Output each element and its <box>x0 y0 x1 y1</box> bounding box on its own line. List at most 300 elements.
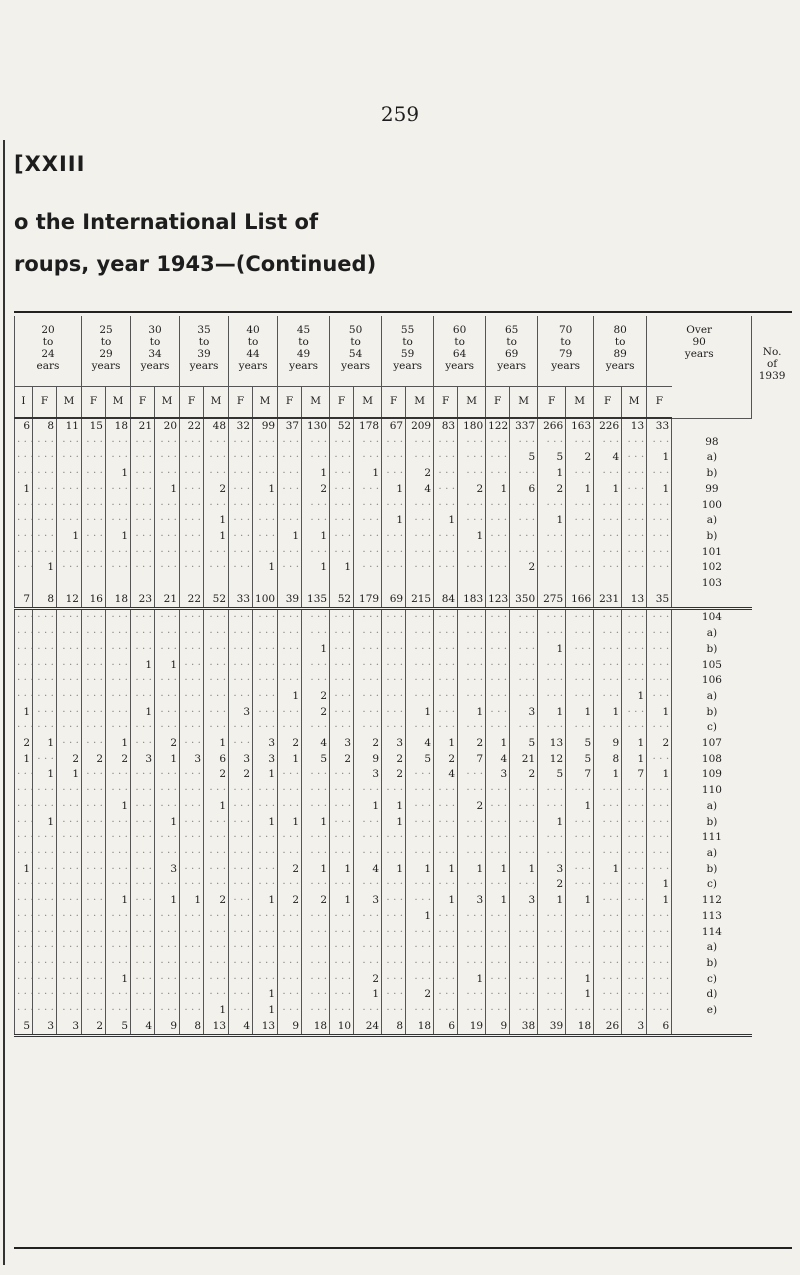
age-group-header <box>229 316 278 387</box>
cell-value <box>82 925 106 941</box>
cell-value: 5 <box>538 767 566 783</box>
age-group-label-line: to <box>560 336 571 348</box>
cell-value <box>566 642 594 658</box>
cell-value <box>229 956 253 972</box>
cell-value <box>204 466 229 482</box>
cell-value <box>106 1003 131 1019</box>
sex-header-m: M <box>302 387 330 419</box>
cell-value <box>180 783 204 799</box>
cell-value <box>204 783 229 799</box>
cell-value <box>155 513 180 529</box>
cell-value <box>106 450 131 466</box>
table-top-rule <box>14 311 792 313</box>
cell-value <box>566 466 594 482</box>
cell-value <box>253 783 278 799</box>
cell-value <box>180 830 204 846</box>
cell-value <box>15 925 33 941</box>
cell-value <box>278 610 302 626</box>
cell-value <box>278 987 302 1003</box>
cell-value <box>33 626 57 642</box>
table-row <box>15 529 793 545</box>
row-number-label: c) <box>672 720 752 736</box>
cell-value: 2 <box>204 482 229 498</box>
age-group-label-line: years <box>605 360 635 372</box>
cell-value <box>33 799 57 815</box>
cell-value <box>434 610 458 626</box>
cell-value <box>278 466 302 482</box>
table-row <box>15 705 793 721</box>
cell-value <box>106 705 131 721</box>
cell-value: 3 <box>253 752 278 768</box>
cell-value <box>382 1003 406 1019</box>
cell-value <box>15 498 33 514</box>
cell-value <box>229 560 253 576</box>
cell-value <box>622 450 647 466</box>
cell-value <box>106 545 131 561</box>
cell-value <box>204 909 229 925</box>
table-row <box>15 560 793 576</box>
cell-value <box>33 1003 57 1019</box>
cell-value <box>131 673 155 689</box>
cell-value <box>434 642 458 658</box>
cell-value <box>382 450 406 466</box>
cell-value <box>354 909 382 925</box>
cell-value <box>278 450 302 466</box>
cell-value <box>434 799 458 815</box>
cell-value <box>253 956 278 972</box>
sex-header-m: M <box>204 387 229 419</box>
row-number-label: a) <box>672 450 752 466</box>
cell-value <box>594 658 622 674</box>
cell-value <box>278 705 302 721</box>
cell-value <box>486 642 510 658</box>
cell-value <box>382 466 406 482</box>
cell-value <box>647 513 672 529</box>
cell-value: 1 <box>302 862 330 878</box>
cell-value <box>229 545 253 561</box>
cell-value <box>278 576 302 592</box>
cell-value: 12 <box>57 592 82 609</box>
cell-value <box>354 673 382 689</box>
cell-value <box>406 925 434 941</box>
cell-value <box>458 673 486 689</box>
cell-value <box>354 626 382 642</box>
cell-value <box>278 720 302 736</box>
cell-value: 1 <box>622 752 647 768</box>
age-group-label-line: years <box>684 348 714 360</box>
cell-value: 23 <box>131 592 155 609</box>
table-row <box>15 925 793 941</box>
cell-value: 1 <box>382 482 406 498</box>
table-row <box>15 877 793 893</box>
cell-value <box>594 642 622 658</box>
cell-value: 18 <box>406 1019 434 1036</box>
cell-value: 3 <box>180 752 204 768</box>
cell-value <box>33 705 57 721</box>
cell-value <box>204 830 229 846</box>
cell-value <box>57 435 82 451</box>
sex-header-f: F <box>229 387 253 419</box>
age-group-label-line: 49 <box>296 348 311 360</box>
cell-value: 2 <box>406 987 434 1003</box>
cell-value <box>382 626 406 642</box>
cell-value: 3 <box>382 736 406 752</box>
cell-value: 3 <box>229 705 253 721</box>
cell-value: 100 <box>253 592 278 609</box>
cell-value: 4 <box>406 736 434 752</box>
cell-value: 1 <box>594 862 622 878</box>
cell-value <box>538 1003 566 1019</box>
cell-value: 1 <box>538 642 566 658</box>
row-number-label: a) <box>672 626 752 642</box>
cell-value <box>82 626 106 642</box>
cell-value <box>406 877 434 893</box>
cell-value <box>278 972 302 988</box>
cell-value <box>82 1003 106 1019</box>
cell-value: 231 <box>594 592 622 609</box>
cell-value <box>15 1003 33 1019</box>
cell-value: 35 <box>647 592 672 609</box>
cell-value <box>458 466 486 482</box>
cell-value <box>57 498 82 514</box>
cell-value <box>82 705 106 721</box>
cell-value <box>82 767 106 783</box>
table-row <box>15 830 793 846</box>
cell-value: 20 <box>155 418 180 435</box>
cell-value <box>594 560 622 576</box>
age-group-label-line: to <box>350 336 361 348</box>
cell-value: 2 <box>510 560 538 576</box>
cell-value: 1 <box>622 689 647 705</box>
cell-value: 39 <box>538 1019 566 1036</box>
cell-value <box>155 846 180 862</box>
cell-value: 8 <box>180 1019 204 1036</box>
cell-value <box>434 909 458 925</box>
cell-value <box>510 1003 538 1019</box>
cell-value <box>82 909 106 925</box>
cell-value <box>253 799 278 815</box>
cell-value <box>57 909 82 925</box>
cell-value <box>354 529 382 545</box>
cell-value: 1 <box>57 767 82 783</box>
cell-value: 2 <box>302 705 330 721</box>
cell-value <box>647 545 672 561</box>
cell-value: 2 <box>538 877 566 893</box>
cell-value: 1 <box>647 893 672 909</box>
cell-value <box>155 435 180 451</box>
cell-value <box>204 972 229 988</box>
cell-value <box>302 846 330 862</box>
cell-value <box>622 720 647 736</box>
cell-value: 1 <box>131 705 155 721</box>
table-row <box>15 610 793 626</box>
cell-value <box>354 450 382 466</box>
row-number-label: b) <box>672 529 752 545</box>
cell-value <box>33 642 57 658</box>
cell-value <box>82 830 106 846</box>
cell-value: 3 <box>486 767 510 783</box>
cell-value <box>180 925 204 941</box>
cell-value <box>302 783 330 799</box>
cell-value <box>155 673 180 689</box>
cell-value <box>458 815 486 831</box>
cell-value: 4 <box>131 1019 155 1036</box>
cell-value: 9 <box>278 1019 302 1036</box>
cell-value: 1 <box>406 862 434 878</box>
cell-value <box>180 705 204 721</box>
cell-value <box>406 893 434 909</box>
sex-header-m-first: I <box>15 387 33 419</box>
cell-value <box>538 925 566 941</box>
cell-value: 337 <box>510 418 538 435</box>
cell-value: 67 <box>382 418 406 435</box>
cell-value <box>434 972 458 988</box>
cell-value <box>82 972 106 988</box>
row-number-label <box>672 592 752 609</box>
cell-value <box>434 658 458 674</box>
cell-value <box>330 529 354 545</box>
age-group-label-line: 70 <box>558 324 573 336</box>
row-number-label: 106 <box>672 673 752 689</box>
cell-value: 1 <box>354 987 382 1003</box>
cell-value <box>302 830 330 846</box>
cell-value <box>458 767 486 783</box>
cell-value <box>106 658 131 674</box>
cell-value <box>510 435 538 451</box>
cell-value <box>406 529 434 545</box>
cell-value <box>278 545 302 561</box>
cell-value <box>82 862 106 878</box>
cell-value <box>622 893 647 909</box>
cell-value <box>594 799 622 815</box>
no-header-line: of <box>766 358 778 370</box>
cell-value: 122 <box>486 418 510 435</box>
cell-value: 1 <box>204 513 229 529</box>
cell-value <box>82 482 106 498</box>
cell-value <box>510 513 538 529</box>
cell-value: 21 <box>131 418 155 435</box>
cell-value <box>131 529 155 545</box>
sex-header-f: F <box>330 387 354 419</box>
cell-value <box>330 498 354 514</box>
cell-value <box>82 450 106 466</box>
cell-value <box>330 673 354 689</box>
binding-edge-rule <box>3 140 5 1265</box>
cell-value: 13 <box>538 736 566 752</box>
cell-value: 1 <box>253 815 278 831</box>
cell-value <box>354 705 382 721</box>
cell-value: 2 <box>354 972 382 988</box>
cell-value: 2 <box>302 893 330 909</box>
cell-value: 1 <box>253 987 278 1003</box>
cell-value <box>204 877 229 893</box>
cell-value <box>434 560 458 576</box>
cell-value: 2 <box>458 482 486 498</box>
cell-value <box>510 783 538 799</box>
cell-value <box>538 799 566 815</box>
cell-value: 21 <box>155 592 180 609</box>
cell-value <box>131 642 155 658</box>
cell-value <box>406 560 434 576</box>
cell-value <box>131 482 155 498</box>
cell-value <box>57 513 82 529</box>
cell-value <box>302 673 330 689</box>
cell-value <box>302 450 330 466</box>
cell-value <box>354 576 382 592</box>
cell-value: 1 <box>106 972 131 988</box>
cell-value: 1 <box>302 815 330 831</box>
age-group-label-line: 45 <box>296 324 311 336</box>
cell-value <box>106 862 131 878</box>
cell-value <box>330 987 354 1003</box>
age-group-header <box>647 316 752 387</box>
cell-value: 3 <box>155 862 180 878</box>
cell-value <box>647 752 672 768</box>
cell-value <box>131 626 155 642</box>
table-row <box>15 720 793 736</box>
cell-value <box>57 560 82 576</box>
cell-value <box>594 893 622 909</box>
cell-value <box>82 529 106 545</box>
cell-value <box>622 877 647 893</box>
cell-value <box>538 940 566 956</box>
cell-value <box>229 610 253 626</box>
age-group-label-line: to <box>454 336 465 348</box>
cell-value <box>510 925 538 941</box>
cell-value <box>458 545 486 561</box>
cell-value: 5 <box>538 450 566 466</box>
cell-value <box>33 513 57 529</box>
cell-value <box>155 576 180 592</box>
cell-value <box>15 987 33 1003</box>
cell-value <box>82 736 106 752</box>
cell-value <box>155 956 180 972</box>
cell-value <box>434 450 458 466</box>
cell-value <box>622 830 647 846</box>
cell-value <box>382 940 406 956</box>
age-group-header <box>131 316 180 387</box>
cell-value <box>33 893 57 909</box>
cell-value <box>33 909 57 925</box>
row-number-label: 100 <box>672 498 752 514</box>
cell-value <box>180 545 204 561</box>
cell-value <box>57 940 82 956</box>
cell-value <box>434 987 458 1003</box>
cell-value <box>155 720 180 736</box>
cell-value: 3 <box>622 1019 647 1036</box>
cell-value <box>354 925 382 941</box>
cell-value <box>406 830 434 846</box>
cell-value <box>486 877 510 893</box>
cell-value <box>458 435 486 451</box>
cell-value: 1 <box>538 815 566 831</box>
cell-value: 1 <box>594 482 622 498</box>
cell-value <box>538 498 566 514</box>
cell-value <box>302 877 330 893</box>
cell-value <box>253 610 278 626</box>
cell-value: 2 <box>406 466 434 482</box>
cell-value <box>406 450 434 466</box>
age-group-label-line: 59 <box>400 348 415 360</box>
cell-value: 1 <box>486 482 510 498</box>
cell-value <box>302 435 330 451</box>
cell-value <box>33 846 57 862</box>
table-row <box>15 783 793 799</box>
table-row <box>15 972 793 988</box>
cell-value: 180 <box>458 418 486 435</box>
cell-value: 2 <box>204 893 229 909</box>
cell-value <box>382 529 406 545</box>
row-number-label: 98 <box>672 435 752 451</box>
cell-value <box>253 862 278 878</box>
cell-value <box>486 909 510 925</box>
cell-value <box>594 987 622 1003</box>
cell-value <box>566 513 594 529</box>
cell-value: 8 <box>382 1019 406 1036</box>
cell-value <box>253 498 278 514</box>
cell-value <box>302 909 330 925</box>
cell-value <box>486 815 510 831</box>
cell-value <box>354 658 382 674</box>
cell-value <box>253 466 278 482</box>
cell-value <box>594 783 622 799</box>
table-row <box>15 450 793 466</box>
cell-value <box>155 940 180 956</box>
cell-value <box>566 610 594 626</box>
cell-value <box>204 576 229 592</box>
cell-value <box>510 498 538 514</box>
cell-value <box>458 560 486 576</box>
cell-value <box>330 830 354 846</box>
cell-value <box>647 689 672 705</box>
cell-value <box>82 940 106 956</box>
cell-value <box>594 956 622 972</box>
cell-value <box>566 956 594 972</box>
cell-value <box>33 466 57 482</box>
cell-value: 1 <box>434 862 458 878</box>
cell-value <box>106 846 131 862</box>
cell-value <box>594 972 622 988</box>
cell-value <box>382 720 406 736</box>
cell-value <box>131 830 155 846</box>
age-group-label-line: years <box>393 360 423 372</box>
cell-value <box>382 783 406 799</box>
cell-value: 52 <box>204 592 229 609</box>
cell-value <box>180 799 204 815</box>
cell-value: 1 <box>458 529 486 545</box>
cell-value <box>204 720 229 736</box>
cell-value <box>302 610 330 626</box>
cell-value <box>594 529 622 545</box>
cell-value <box>204 673 229 689</box>
row-number-label: e) <box>672 1003 752 1019</box>
cell-value <box>330 940 354 956</box>
cell-value: 13 <box>253 1019 278 1036</box>
cell-value <box>622 1003 647 1019</box>
cell-value <box>278 877 302 893</box>
cell-value: 18 <box>302 1019 330 1036</box>
cell-value <box>204 545 229 561</box>
cell-value <box>622 545 647 561</box>
cell-value <box>458 956 486 972</box>
cell-value <box>278 799 302 815</box>
cell-value: 130 <box>302 418 330 435</box>
cell-value <box>594 673 622 689</box>
cell-value <box>622 529 647 545</box>
cell-value <box>434 877 458 893</box>
sex-header-f: F <box>538 387 566 419</box>
cell-value <box>180 862 204 878</box>
